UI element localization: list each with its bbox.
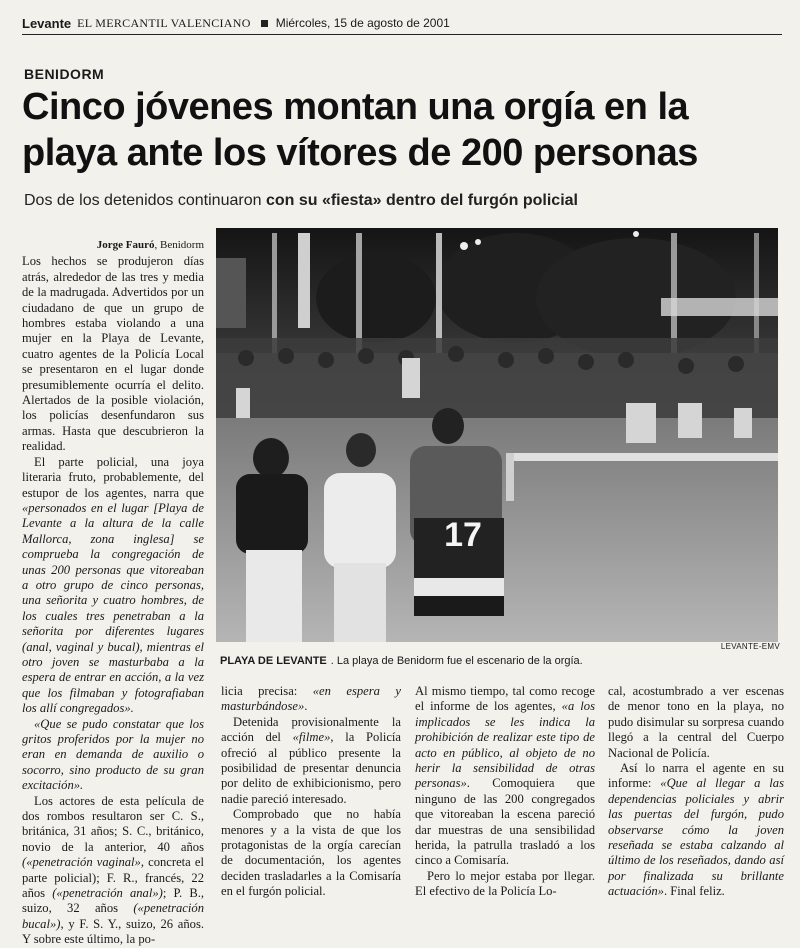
p4-f: («penetración bucal») xyxy=(22,901,204,931)
paragraph-10: cal, acostumbrado a ver escenas de menor tono en la playa, no pudo disimular su sorpresa cuando llegó a la central del Cuerpo Nacional de Policía. xyxy=(608,684,784,760)
paragraph-1: Los hechos se produjeron días atrás, alrededor de las tres y media de la madrugada. Advertidos por un ciudadano de que un grupo de hombres estaba violando a una mujer en la Playa de Levante, cuatro agentes de la Policía Local se presentaron en el lugar donde presumiblemente ocurría el delito. Alertados de la posible violación, los policías desenfundaron sus armas. Hasta que descubrieron la realidad. xyxy=(22,254,204,454)
p4-c: , concreta el parte policial); F. R., francés, 22 años xyxy=(22,855,204,901)
p8-c: . Comoquiera que ninguno de las 200 congregados que vitoreaban la escena pareció dar muestras de una sensibilidad herida, la patrulla trasladó a los cinco a Comisaría. xyxy=(415,776,595,868)
p11-a: Así lo narra el agente en su informe: xyxy=(608,761,784,791)
caption-text: . La playa de Benidorm fue el escenario de la orgía. xyxy=(330,655,583,667)
shirt-number: 17 xyxy=(444,516,482,554)
paragraph-6 xyxy=(221,715,401,807)
p6-b: «filme» xyxy=(292,730,331,745)
caption-label: PLAYA DE LEVANTE xyxy=(220,655,327,667)
paragraph-7: Comprobado que no había menores y a la vista de que los protagonistas de la orgía carecían de documentación, los agentes deciden trasladarles a la Comisaría en el furgón policial. xyxy=(221,807,401,899)
p4-d: («penetración anal») xyxy=(52,886,163,901)
byline-author: Jorge Fauró xyxy=(96,239,155,251)
article-column-2 xyxy=(221,684,401,900)
brand-name: Levante xyxy=(22,15,72,31)
subheadline xyxy=(24,192,784,210)
paragraph-5 xyxy=(221,684,401,715)
paragraph-3 xyxy=(22,717,204,794)
masthead xyxy=(22,12,782,35)
byline xyxy=(22,238,204,253)
p4-g: , y F. S. Y., suizo, 26 años. Y sobre este último, la po- xyxy=(22,916,204,947)
article-column-4 xyxy=(608,684,784,900)
square-bullet-icon xyxy=(261,20,268,27)
p5-c: . xyxy=(304,699,308,714)
p11-b: «Que al llegar a las dependencias policiales y abrir las puertas del furgón, pudo observarse cómo la joven reseñada se estaba calzando al último de los reseñados, dando así por finalizada su brillante actuación» xyxy=(608,776,784,899)
p11-c: . Final feliz. xyxy=(663,884,725,899)
paragraph-2 xyxy=(22,455,204,717)
paragraph-9: Pero lo mejor estaba por llegar. El efectivo de la Policía Lo- xyxy=(415,868,595,899)
paragraph-2-quote: «personados en el lugar [Playa de Levante a la altura de la calle Mallorca, zona inglesa] se comprueba la congregación de unas 200 personas que vitoreaban a otro grupo de cinco personas, una señorita y cuatro hombres, de los cuales tres penetraban a la señorita por diferentes lugares (anal, vaginal y bucal), mientras el otro joven se masturbaba a la espera de entrar en acción, a la vez que los filmaban y fotografiaban los allí congregados». xyxy=(22,500,204,716)
photo-credit: LEVANTE-EMV xyxy=(720,642,780,651)
p5-a: licia precisa: xyxy=(221,684,313,698)
section-label: BENIDORM xyxy=(24,66,105,82)
paragraph-2-lead: El parte policial, una joya literaria fruto, probablemente, del estupor de los agentes, narra que xyxy=(22,454,204,500)
photo-caption xyxy=(220,655,780,667)
paragraph-11 xyxy=(608,761,784,900)
paragraph-8 xyxy=(415,684,595,869)
p4-b: («penetración vaginal» xyxy=(22,855,141,870)
subhead-plain: Dos de los detenidos continuaron xyxy=(24,192,266,209)
p5-b: «en espera y masturbándose» xyxy=(221,684,401,714)
p8-b: «a los implicados se les indica la prohibición de realizar este tipo de acto en público, al objeto de no herir la sensibilidad de otras personas» xyxy=(415,699,595,791)
p4-e: ; P. B., suizo, 32 años xyxy=(22,886,205,916)
beach-night-photo xyxy=(216,228,778,642)
p6-c: , la Policía ofreció al público presente la posibilidad de presentar denuncia por delito de exhibicionismo, pero nadie pareció interesado. xyxy=(221,730,401,806)
p8-a: Al mismo tiempo, tal como recoge el informe de los agentes, xyxy=(415,684,595,714)
paragraph-3-quote: «Que se pudo constatar que los gritos proferidos por la mujer no eran en demanda de auxilio o socorro, sino producto de su gran excitación». xyxy=(22,716,204,793)
paper-name: EL MERCANTIL VALENCIANO xyxy=(77,15,251,30)
p4-a: Los actores de esta película de dos rombos resultaron ser C. S., británica, 31 años; S. C., británico, novio de la anterior, 40 años xyxy=(22,793,204,854)
paragraph-4 xyxy=(22,794,204,948)
subhead-bold: con su «fiesta» dentro del furgón policial xyxy=(265,192,578,209)
p6-a: Detenida provisionalmente la acción del xyxy=(221,714,401,745)
issue-date: Miércoles, 15 de agosto de 2001 xyxy=(275,16,450,30)
article-column-1 xyxy=(22,238,204,948)
headline: Cinco jóvenes montan una orgía en la playa ante los vítores de 200 personas xyxy=(22,86,698,174)
byline-place: , Benidorm xyxy=(154,239,204,251)
article-column-3 xyxy=(415,684,595,900)
